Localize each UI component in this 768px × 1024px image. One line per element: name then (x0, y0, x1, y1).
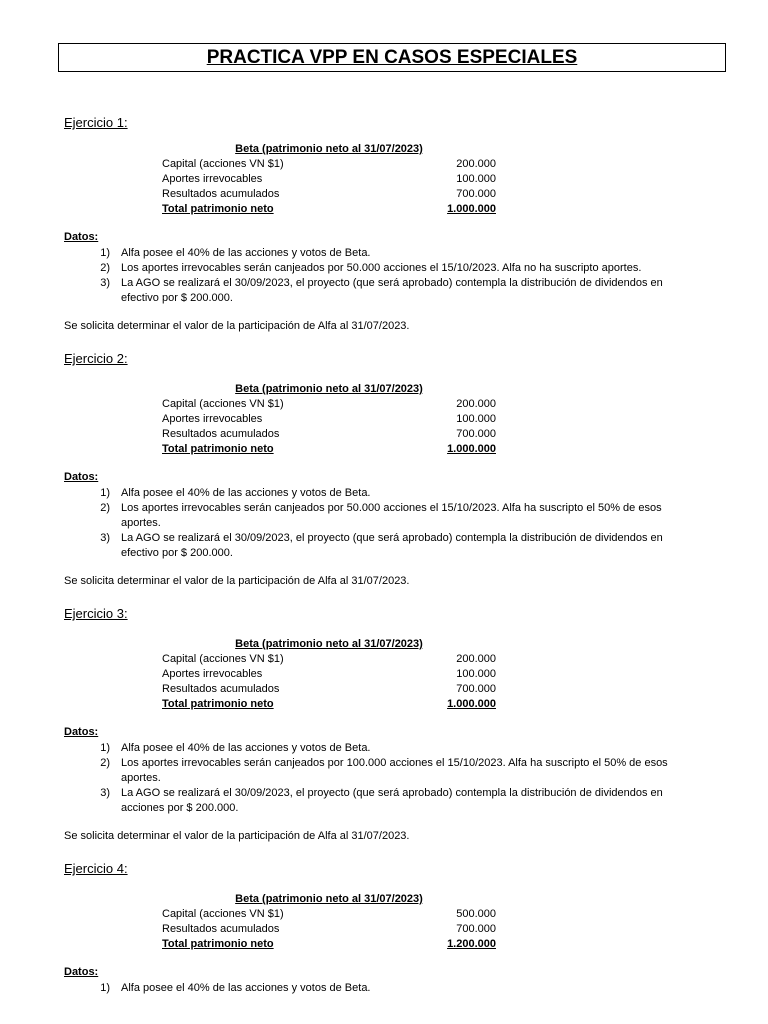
exercise-3-question: Se solicita determinar el valor de la participación de Alfa al 31/07/2023. (64, 830, 410, 842)
total-value: 1.000.000 (447, 443, 496, 455)
total-value: 1.200.000 (447, 938, 496, 950)
item-text: Los aportes irrevocables serán canjeados por 100.000 acciones el 15/10/2023. Alfa ha suscripto el 50% de esos aportes. (121, 757, 668, 784)
exercise-2-datos-list (64, 486, 684, 561)
row-value: 700.000 (456, 683, 496, 695)
row-label: Capital (acciones VN $1) (162, 908, 284, 920)
exercise-2-question: Se solicita determinar el valor de la participación de Alfa al 31/07/2023. (64, 575, 410, 587)
table-row (162, 397, 496, 412)
row-value: 200.000 (456, 398, 496, 410)
list-item (64, 756, 684, 786)
item-text: La AGO se realizará el 30/09/2023, el proyecto (que será aprobado) contempla la distribución de dividendos en efectivo por $ 200.000. (121, 277, 663, 304)
item-number: 2) (100, 502, 110, 514)
datos-label: Datos: (64, 471, 99, 483)
list-item (64, 486, 684, 501)
exercise-4-heading: Ejercicio 4: (64, 861, 128, 876)
row-value: 100.000 (456, 173, 496, 185)
row-label: Resultados acumulados (162, 683, 280, 695)
exercise-1-heading: Ejercicio 1: (64, 115, 128, 130)
item-text: La AGO se realizará el 30/09/2023, el proyecto (que será aprobado) contempla la distribución de dividendos en acciones por $ 200.000. (121, 787, 663, 814)
list-item (64, 531, 684, 561)
exercise-2-table (162, 382, 496, 457)
table-caption: Beta (patrimonio neto al 31/07/2023) (235, 893, 423, 905)
list-item (64, 276, 684, 306)
table-row (162, 907, 496, 922)
title-box (58, 43, 726, 72)
page-title: PRACTICA VPP EN CASOS ESPECIALES (206, 46, 578, 68)
datos-label: Datos: (64, 966, 99, 978)
item-number: 3) (100, 277, 110, 289)
row-label: Capital (acciones VN $1) (162, 653, 284, 665)
item-text: Alfa posee el 40% de las acciones y votos de Beta. (121, 742, 371, 754)
table-caption: Beta (patrimonio neto al 31/07/2023) (235, 143, 423, 155)
table-row (162, 412, 496, 427)
row-value: 700.000 (456, 923, 496, 935)
total-label: Total patrimonio neto (162, 938, 274, 950)
table-total-row (162, 202, 496, 217)
table-caption: Beta (patrimonio neto al 31/07/2023) (235, 638, 423, 650)
item-text: Alfa posee el 40% de las acciones y votos de Beta. (121, 982, 371, 994)
row-value: 100.000 (456, 668, 496, 680)
item-number: 3) (100, 787, 110, 799)
table-row (162, 922, 496, 937)
row-label: Resultados acumulados (162, 923, 280, 935)
list-item (64, 981, 684, 996)
datos-label: Datos: (64, 726, 99, 738)
row-value: 100.000 (456, 413, 496, 425)
item-text: Alfa posee el 40% de las acciones y votos de Beta. (121, 487, 371, 499)
table-total-row (162, 937, 496, 952)
row-label: Aportes irrevocables (162, 173, 263, 185)
exercise-3-datos-list (64, 741, 684, 816)
exercise-1-datos-list (64, 246, 684, 306)
row-label: Resultados acumulados (162, 428, 280, 440)
exercise-2-heading: Ejercicio 2: (64, 351, 128, 366)
total-value: 1.000.000 (447, 203, 496, 215)
row-label: Capital (acciones VN $1) (162, 398, 284, 410)
item-number: 1) (100, 742, 110, 754)
total-value: 1.000.000 (447, 698, 496, 710)
row-label: Aportes irrevocables (162, 413, 263, 425)
exercise-4-table (162, 892, 496, 952)
table-row (162, 187, 496, 202)
row-value: 200.000 (456, 653, 496, 665)
item-number: 3) (100, 532, 110, 544)
row-label: Aportes irrevocables (162, 668, 263, 680)
list-item (64, 786, 684, 816)
item-number: 1) (100, 487, 110, 499)
table-row (162, 682, 496, 697)
exercise-3-table (162, 637, 496, 712)
item-text: Alfa posee el 40% de las acciones y votos de Beta. (121, 247, 371, 259)
list-item (64, 246, 684, 261)
total-label: Total patrimonio neto (162, 698, 274, 710)
item-text: La AGO se realizará el 30/09/2023, el proyecto (que será aprobado) contempla la distribución de dividendos en efectivo por $ 200.000. (121, 532, 663, 559)
item-number: 1) (100, 982, 110, 994)
item-number: 2) (100, 262, 110, 274)
table-total-row (162, 697, 496, 712)
table-row (162, 652, 496, 667)
item-number: 1) (100, 247, 110, 259)
item-text: Los aportes irrevocables serán canjeados por 50.000 acciones el 15/10/2023. Alfa ha suscripto el 50% de esos aportes. (121, 502, 662, 529)
row-value: 700.000 (456, 428, 496, 440)
exercise-3-heading: Ejercicio 3: (64, 606, 128, 621)
row-label: Capital (acciones VN $1) (162, 158, 284, 170)
row-value: 700.000 (456, 188, 496, 200)
item-text: Los aportes irrevocables serán canjeados por 50.000 acciones el 15/10/2023. Alfa no ha suscripto aportes. (121, 262, 642, 274)
row-value: 200.000 (456, 158, 496, 170)
list-item (64, 261, 684, 276)
exercise-1-question: Se solicita determinar el valor de la participación de Alfa al 31/07/2023. (64, 320, 410, 332)
list-item (64, 741, 684, 756)
table-row (162, 667, 496, 682)
table-row (162, 172, 496, 187)
table-row (162, 157, 496, 172)
list-item (64, 501, 684, 531)
datos-label: Datos: (64, 231, 99, 243)
table-caption: Beta (patrimonio neto al 31/07/2023) (235, 383, 423, 395)
item-number: 2) (100, 757, 110, 769)
total-label: Total patrimonio neto (162, 203, 274, 215)
exercise-4-datos-list (64, 981, 684, 996)
table-row (162, 427, 496, 442)
total-label: Total patrimonio neto (162, 443, 274, 455)
table-total-row (162, 442, 496, 457)
exercise-1-table (162, 142, 496, 217)
row-value: 500.000 (456, 908, 496, 920)
row-label: Resultados acumulados (162, 188, 280, 200)
